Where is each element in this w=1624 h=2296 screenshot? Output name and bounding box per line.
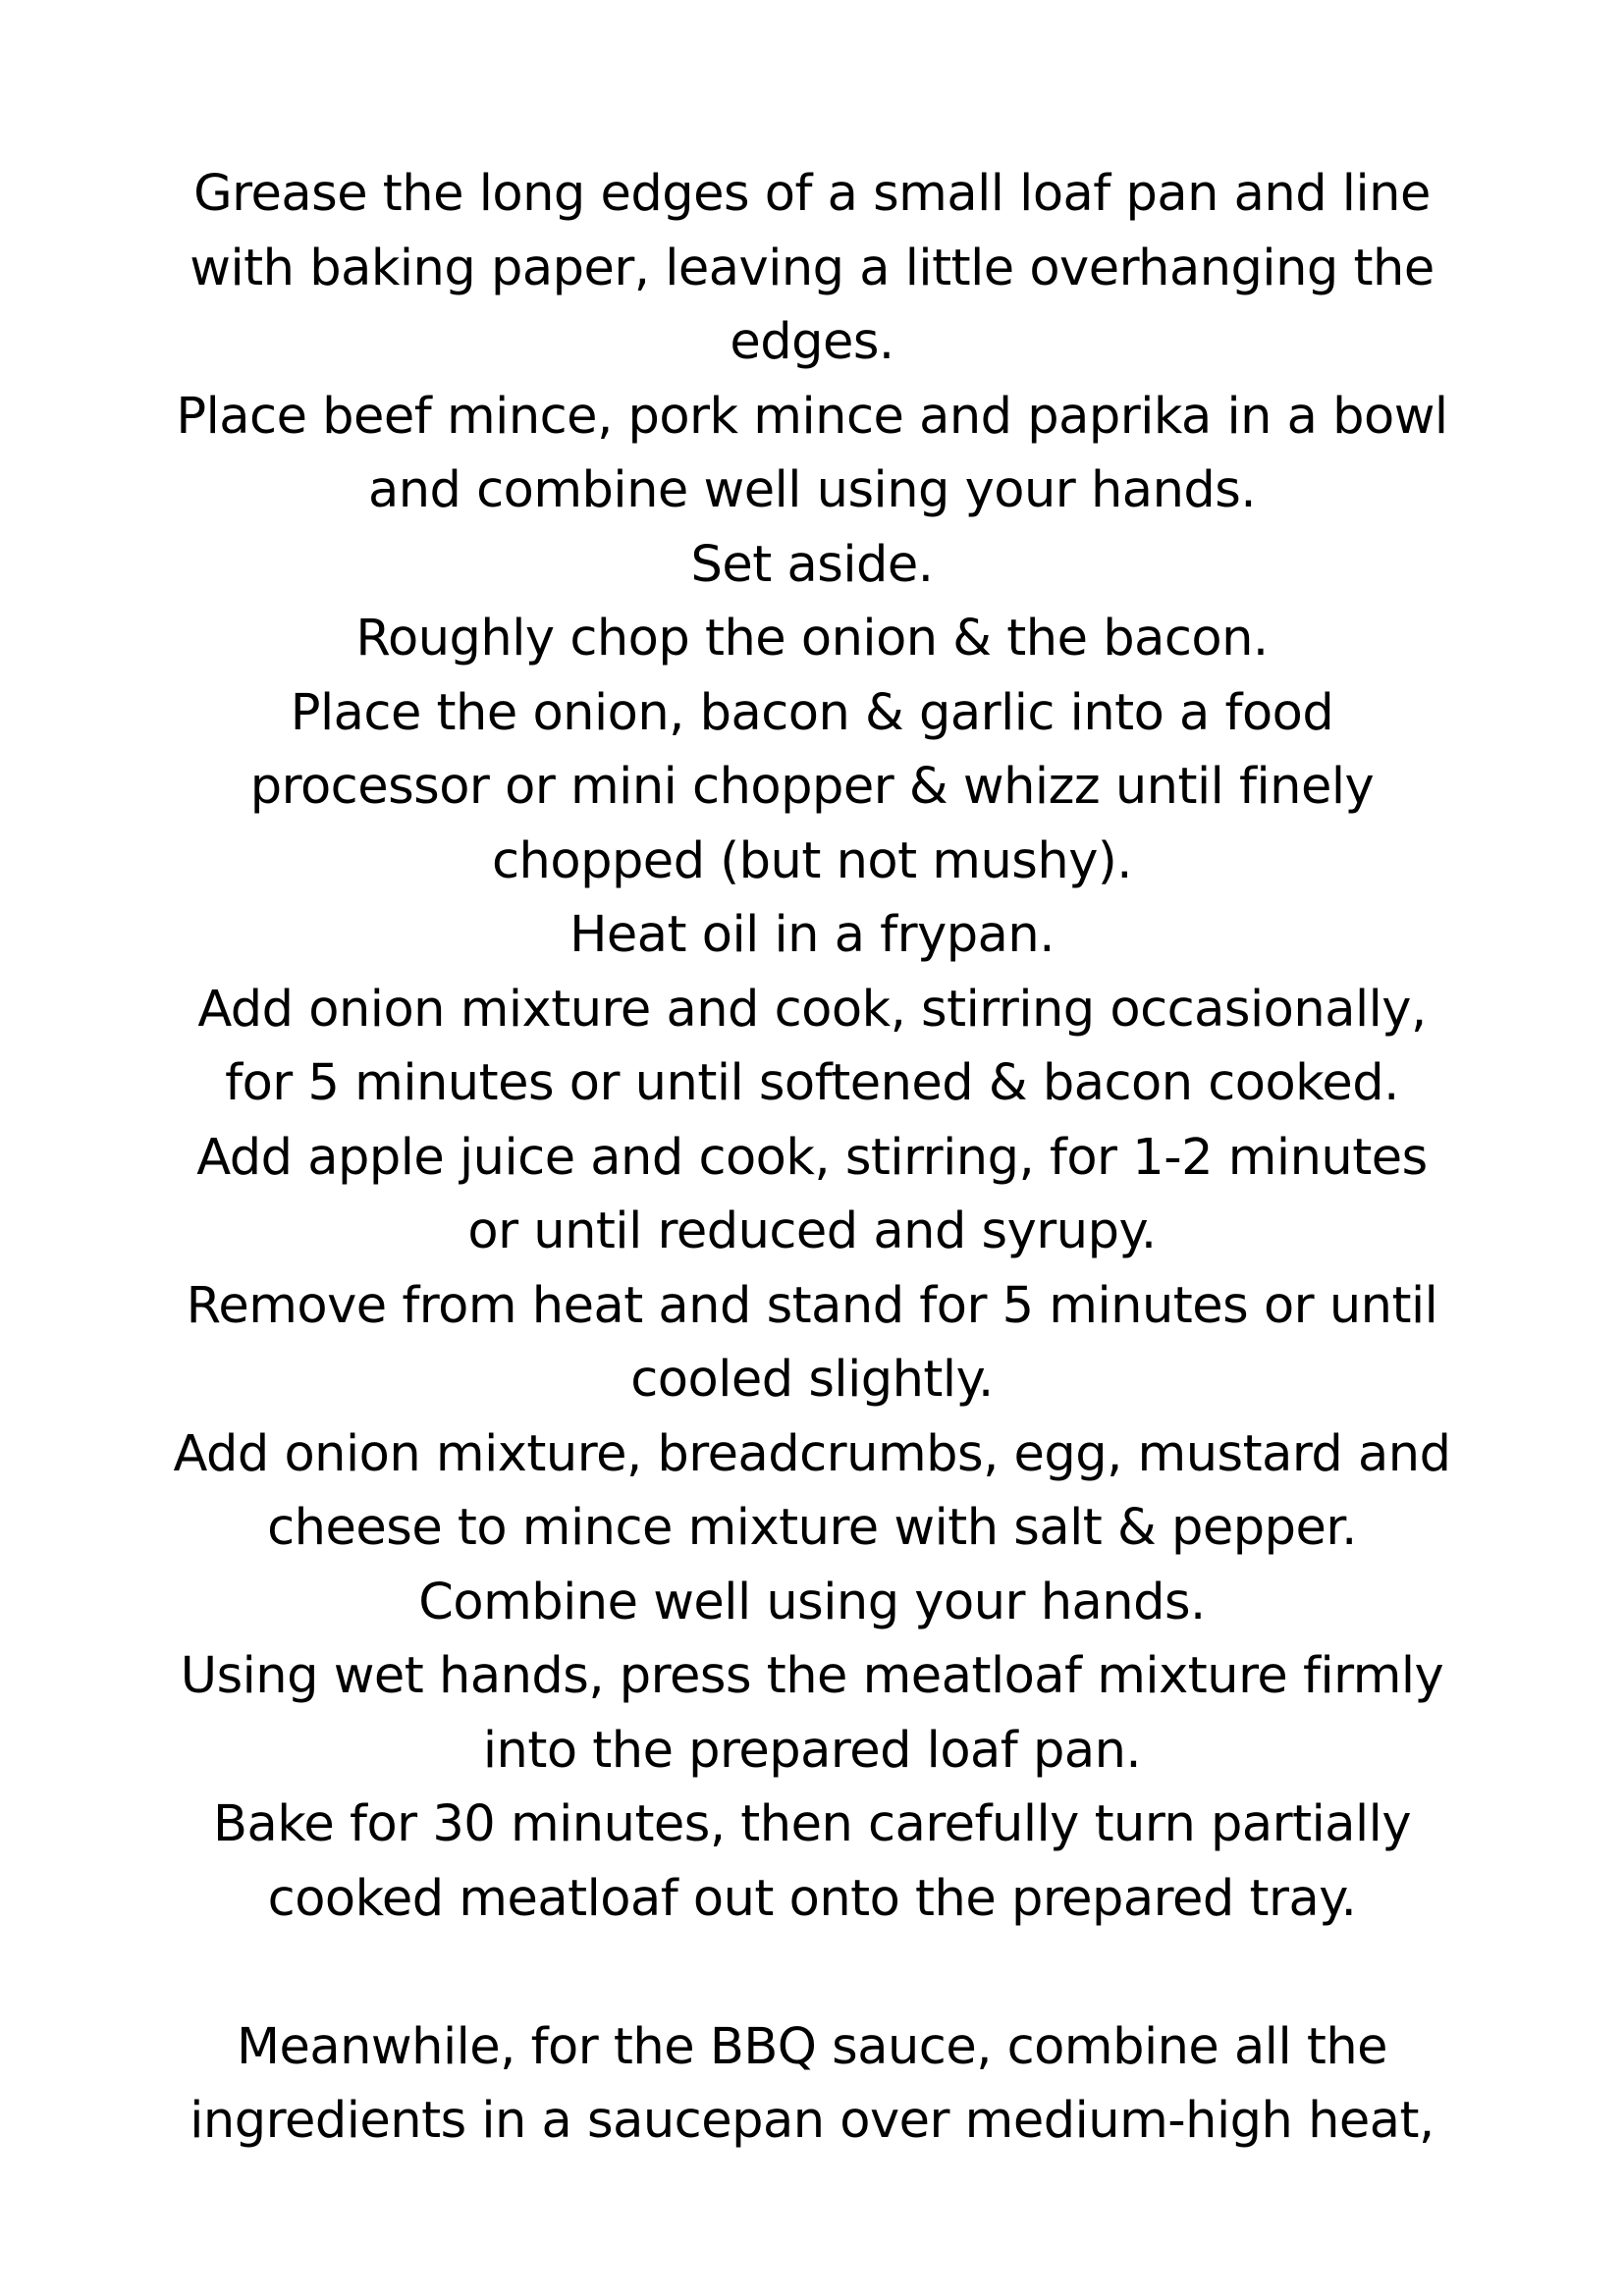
- text-line: Bake for 30 minutes, then carefully turn partially: [212, 1795, 1412, 1853]
- text-line: cheese to mince mixture with salt & pepper.: [267, 1499, 1357, 1557]
- text-line: Add onion mixture and cook, stirring occasionally,: [197, 980, 1427, 1039]
- paragraph-gap: [147, 1936, 1477, 2010]
- text-line: Add apple juice and cook, stirring, for 1-2 minutes: [196, 1128, 1428, 1187]
- text-line: with baking paper, leaving a little overhanging the: [189, 239, 1435, 297]
- text-line: Remove from heat and stand for 5 minutes or until: [186, 1276, 1438, 1335]
- text-line: Place the onion, bacon & garlic into a food: [290, 683, 1334, 742]
- text-line: cooked meatloaf out onto the prepared tray.: [267, 1869, 1357, 1928]
- text-line: Place beef mince, pork mince and paprika in a bowl: [176, 387, 1448, 446]
- text-line: ingredients in a saucepan over medium-high heat,: [189, 2092, 1435, 2150]
- text-line: edges.: [730, 313, 894, 371]
- text-line: for 5 minutes or until softened & bacon cooked.: [225, 1054, 1399, 1112]
- text-line: processor or mini chopper & whizz until finely: [249, 758, 1375, 816]
- text-line: or until reduced and syrupy.: [467, 1202, 1157, 1260]
- text-line: Set aside.: [690, 535, 934, 594]
- text-line: Combine well using your hands.: [418, 1573, 1206, 1631]
- text-line: and combine well using your hands.: [367, 461, 1257, 519]
- text-line: cooled slightly.: [630, 1351, 994, 1409]
- text-line: Add onion mixture, breadcrumbs, egg, mustard and: [173, 1424, 1451, 1483]
- text-line: Grease the long edges of a small loaf pan and line: [193, 165, 1431, 223]
- text-line: into the prepared loaf pan.: [482, 1721, 1142, 1780]
- text-line: Meanwhile, for the BBQ sauce, combine all the: [236, 2017, 1388, 2076]
- text-line: Using wet hands, press the meatloaf mixture firmly: [180, 1647, 1444, 1705]
- recipe-method-text: [147, 157, 1477, 2159]
- text-line: chopped (but not mushy).: [492, 831, 1132, 890]
- text-line: Heat oil in a frypan.: [569, 906, 1055, 964]
- text-line: Roughly chop the onion & the bacon.: [355, 610, 1269, 667]
